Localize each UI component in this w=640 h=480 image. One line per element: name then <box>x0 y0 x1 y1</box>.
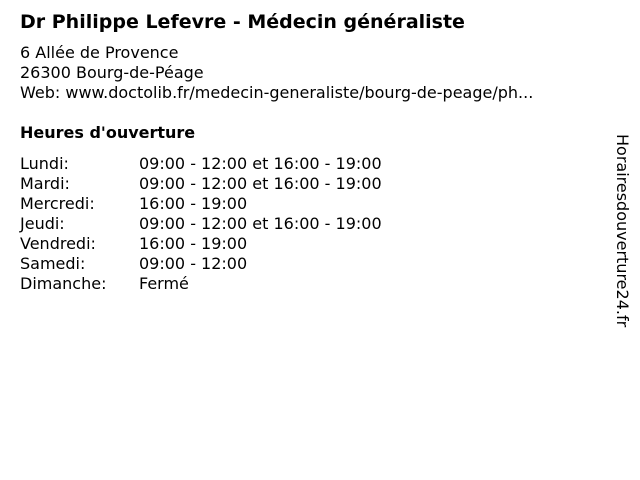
hours-row-samedi <box>20 254 382 274</box>
address-city: 26300 Bourg-de-Péage <box>20 63 204 82</box>
time-value: Fermé <box>139 274 189 293</box>
day-label: Vendredi: <box>20 234 96 253</box>
time-value: 09:00 - 12:00 <box>139 254 248 273</box>
day-label: Lundi: <box>20 154 69 173</box>
time-value: 09:00 - 12:00 et 16:00 - 19:00 <box>139 214 382 233</box>
day-label: Mercredi: <box>20 194 95 213</box>
hours-row-mardi <box>20 174 382 194</box>
day-label: Samedi: <box>20 254 86 273</box>
hours-row-mercredi <box>20 194 382 214</box>
hours-row-vendredi <box>20 234 382 254</box>
day-label: Jeudi: <box>20 214 65 233</box>
hours-row-lundi <box>20 154 382 174</box>
address-street: 6 Allée de Provence <box>20 43 179 62</box>
hours-row-dimanche <box>20 274 382 294</box>
hours-table <box>20 154 382 294</box>
day-label: Dimanche: <box>20 274 107 293</box>
time-value: 09:00 - 12:00 et 16:00 - 19:00 <box>139 174 382 193</box>
hours-heading: Heures d'ouverture <box>20 123 196 142</box>
website-text: Web: www.doctolib.fr/medecin-generaliste/bourg-de-peage/ph... <box>20 83 534 102</box>
page-title: Dr Philippe Lefevre - Médecin généraliste <box>20 11 465 33</box>
hours-row-jeudi <box>20 214 382 234</box>
watermark-text: Horairesdouverture24.fr <box>613 134 632 328</box>
address-block <box>20 43 533 103</box>
time-value: 09:00 - 12:00 et 16:00 - 19:00 <box>139 154 382 173</box>
time-value: 16:00 - 19:00 <box>139 194 248 213</box>
day-label: Mardi: <box>20 174 70 193</box>
time-value: 16:00 - 19:00 <box>139 234 248 253</box>
